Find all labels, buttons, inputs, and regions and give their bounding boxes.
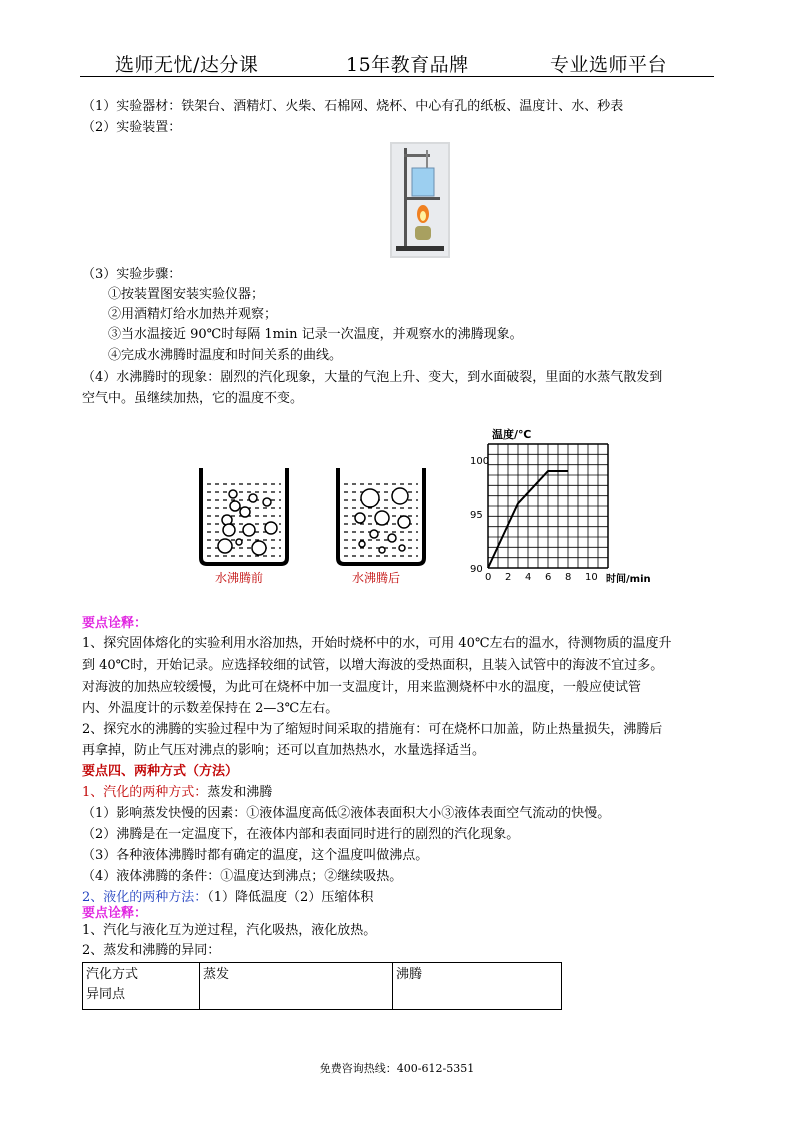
comparison-table <box>82 962 562 1010</box>
temperature-chart <box>468 422 658 588</box>
liquefaction-rest: （1）降低温度（2）压缩体积 <box>207 890 374 905</box>
notes1-line-6: 再拿掉，防止气压对沸点的影响；还可以直加热热水，水量选择适当。 <box>82 743 486 758</box>
equipment-line: （1）实验器材：铁架台、酒精灯、火柴、石棉网、烧杯、中心有孔的纸板、温度计、水、秒表 <box>82 99 624 114</box>
alcohol-lamp <box>415 226 431 240</box>
notes1-line-3: 对海波的加热应较缓慢，为此可在烧杯中加一支温度计，用来监测烧杯中水的温度，一般应使试管 <box>82 680 642 695</box>
liquefaction-title: 2、液化的两种方法： <box>82 890 208 905</box>
phenomenon-line-2: 空气中。虽继续加热，它的温度不变。 <box>82 391 304 406</box>
x-tick-label: 4 <box>525 572 532 583</box>
table-boiling-cell: 沸腾 <box>393 963 562 1010</box>
beaker-before-image <box>195 462 295 586</box>
table-row <box>83 963 562 1010</box>
section4-item-4: （4）液体沸腾的条件：①温度达到沸点；②继续吸热。 <box>82 869 403 884</box>
notes2-line-2: 2、蒸发和沸腾的异同： <box>82 943 221 958</box>
header-left: 选师无忧/达分课 <box>115 54 259 76</box>
page-header <box>80 48 714 77</box>
gauze <box>406 197 440 200</box>
footer-hotline: 免费咨询热线：400-612-5351 <box>319 1062 475 1075</box>
section4-item-2: （2）沸腾是在一定温度下，在液体内部和表面同时进行的剧烈的汽化现象。 <box>82 827 520 842</box>
chart-xlabel: 时间/min <box>606 574 651 585</box>
x-tick-label: 2 <box>505 572 512 583</box>
notes1-line-4: 内、外温度计的示数差保持在 2—3℃左右。 <box>82 701 339 716</box>
header-right: 专业选师平台 <box>550 54 668 76</box>
vaporization-rest: 蒸发和沸腾 <box>207 785 273 800</box>
step-4: ④完成水沸腾时温度和时间关系的曲线。 <box>108 348 343 363</box>
x-tick-label: 6 <box>545 572 552 583</box>
y-tick-label: 95 <box>470 510 483 522</box>
notes1-line-1: 1、探究固体熔化的实验利用水浴加热，开始时烧杯中的水，可用 40℃左右的温水，待测物质的温度升 <box>82 636 672 651</box>
beaker <box>412 168 434 196</box>
step-2: ②用酒精灯给水加热并观察； <box>108 307 278 322</box>
header-center: 15年教育品牌 <box>346 54 469 76</box>
notes1-line-2: 到 40℃时，开始记录。应选择较细的试管，以增大海波的受热面积，且装入试管中的海波不宜过多。 <box>82 658 664 673</box>
vaporization-line <box>82 783 272 803</box>
beaker-after-image <box>332 462 432 586</box>
table-header-bottom: 异同点 <box>86 987 126 1002</box>
step-1: ①按装置图安装实验仪器； <box>108 287 265 302</box>
device-line: （2）实验装置： <box>82 120 182 135</box>
chart-ylabel: 温度/℃ <box>492 428 532 441</box>
apparatus-image <box>390 142 450 258</box>
phenomenon-line-1: （4）水沸腾时的现象：剧烈的汽化现象，大量的气泡上升、变大，到水面破裂，里面的水蒸气散发到 <box>82 370 663 385</box>
section4-item-1: （1）影响蒸发快慢的因素：①液体温度高低②液体表面积大小③液体表面空气流动的快慢。 <box>82 806 611 821</box>
table-evaporation-cell: 蒸发 <box>200 963 393 1010</box>
notes2-line-1: 1、汽化与液化互为逆过程，汽化吸热，液化放热。 <box>82 923 377 938</box>
table-header-top: 汽化方式 <box>86 967 139 982</box>
notes1-title: 要点诠释： <box>82 616 148 631</box>
vaporization-title: 1、汽化的两种方式： <box>82 785 208 800</box>
section4-title: 要点四、两种方式（方法） <box>82 764 239 779</box>
x-tick-label: 10 <box>585 572 598 583</box>
after-label: 水沸腾后 <box>352 571 401 585</box>
steps-title: （3）实验步骤： <box>82 267 182 282</box>
section4-item-3: （3）各种液体沸腾时都有确定的温度，这个温度叫做沸点。 <box>82 848 429 863</box>
y-tick-label: 90 <box>470 564 483 575</box>
notes2-title: 要点诠释： <box>82 906 148 921</box>
table-header-cell <box>83 963 200 1010</box>
x-tick-label: 0 <box>485 572 492 583</box>
y-tick-label: 100 <box>470 456 490 468</box>
stand-base <box>396 246 444 251</box>
before-label: 水沸腾前 <box>215 571 264 585</box>
x-tick-label: 8 <box>565 572 572 583</box>
notes1-line-5: 2、探究水的沸腾的实验过程中为了缩短时间采取的措施有：可在烧杯口加盖，防止热量损失，沸腾后 <box>82 722 663 737</box>
step-3: ③当水温接近 90℃时每隔 1min 记录一次温度，并观察水的沸腾现象。 <box>108 327 523 342</box>
